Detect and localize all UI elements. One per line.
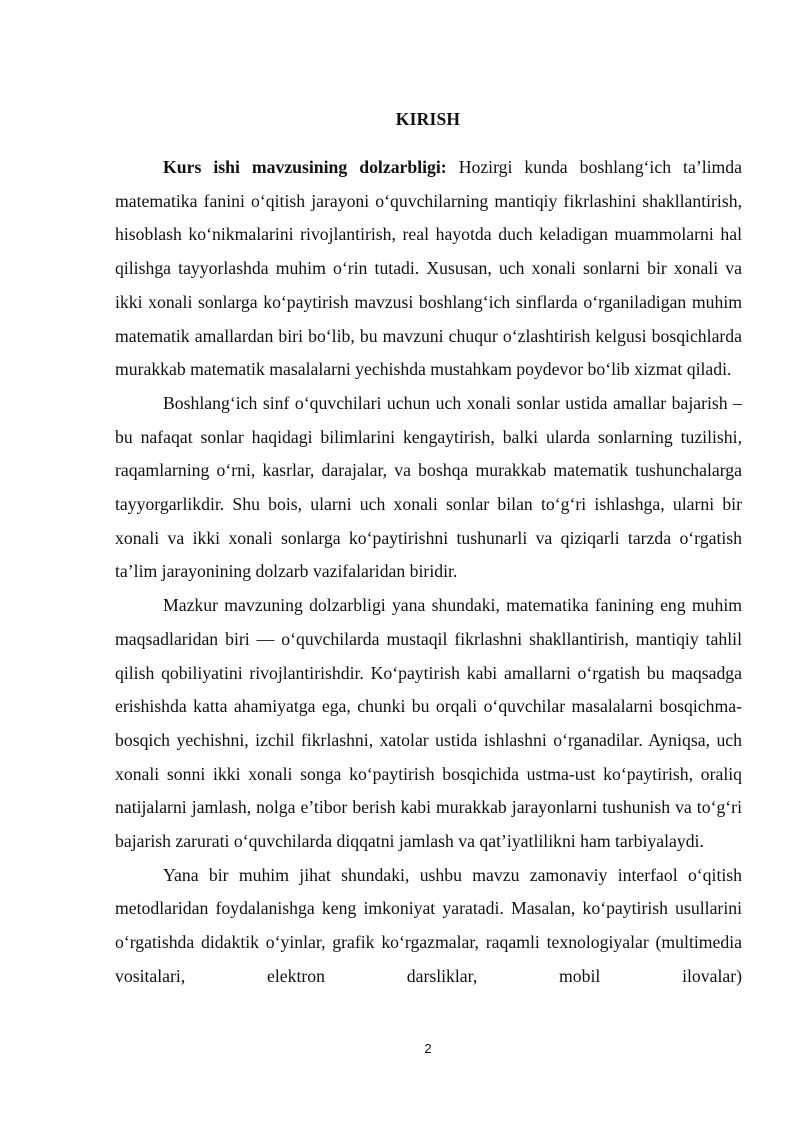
paragraph-1 [115,151,742,387]
paragraph-1-text: Hozirgi kunda boshlang‘ich ta’limda matematika fanini o‘qitish jarayoni o‘quvchilarning mantiqiy fikrlashini shakllantirish, hisoblash ko‘nikmalarini rivojlantirish, real hayotda duch keladigan muammolarni hal qilishga tayyorlashda muhim o‘rin tutadi. Xususan, uch xonali sonlarni bir xonali va ikki xonali sonlarga ko‘paytirish mavzusi boshlang‘ich sinflarda o‘rganiladigan muhim matematik amallardan biri bo‘lib, bu mavzuni chuqur o‘zlashtirish kelgusi bosqichlarda murakkab matematik masalalarni yechishda mustahkam poydevor bo‘lib xizmat qiladi. [115,157,742,380]
section-heading: KIRISH [395,109,461,129]
body-text [115,151,742,994]
paragraph-3: Mazkur mavzuning dolzarbligi yana shundaki, matematika fanining eng muhim maqsadlaridan biri — o‘quvchilarda mustaqil fikrlashni shakllantirish, mantiqiy tahlil qilish qobiliyatini rivojlantirishdir. Ko‘paytirish kabi amallarni o‘rgatish bu maqsadga erishishda katta ahamiyatga ega, chunki bu orqali o‘quvchilar masalalarni bosqichma-bosqich yechishni, izchil fikrlashni, xatolar ustida ishlashni o‘rganadilar. Ayniqsa, uch xonali sonni ikki xonali songa ko‘paytirish bosqichida ustma-ust ko‘paytirish, oraliq natijalarni jamlash, nolga e’tibor berish kabi murakkab jarayonlarni tushunish va to‘g‘ri bajarish zarurati o‘quvchilarda diqqatni jamlash va qat’iyatlilikni ham tarbiyalaydi. [115,595,742,852]
paragraph-2: Boshlang‘ich sinf o‘quvchilari uchun uch xonali sonlar ustida amallar bajarish – bu nafaqat sonlar haqidagi bilimlarini kengaytirish, balki ularda sonlarning tuzilishi, raqamlarning o‘rni, kasrlar, darajalar, va boshqa murakkab matematik tushunchalarga tayyorgarlikdir. Shu bois, ularni uch xonali sonlar bilan to‘g‘ri ishlashga, ularni bir xonali va ikki xonali sonlarga ko‘paytirishni tushunarli va qiziqarli tarzda o‘rgatish ta’lim jarayonining dolzarb vazifalaridan biridir. [115,392,742,582]
page-number: 2 [424,1041,432,1056]
paragraph-lead: Kurs ishi mavzusining dolzarbligi: [163,157,447,177]
paragraph-4: Yana bir muhim jihat shundaki, ushbu mavzu zamonaviy interfaol o‘qitish metodlaridan foydalanishga keng imkoniyat yaratadi. Masalan, ko‘paytirish usullarini o‘rgatishda didaktik o‘yinlar, grafik ko‘rgazmalar, raqamli texnologiyalar (multimedia vositalari, elektron darsliklar, mobil ilovalar) [115,864,742,986]
